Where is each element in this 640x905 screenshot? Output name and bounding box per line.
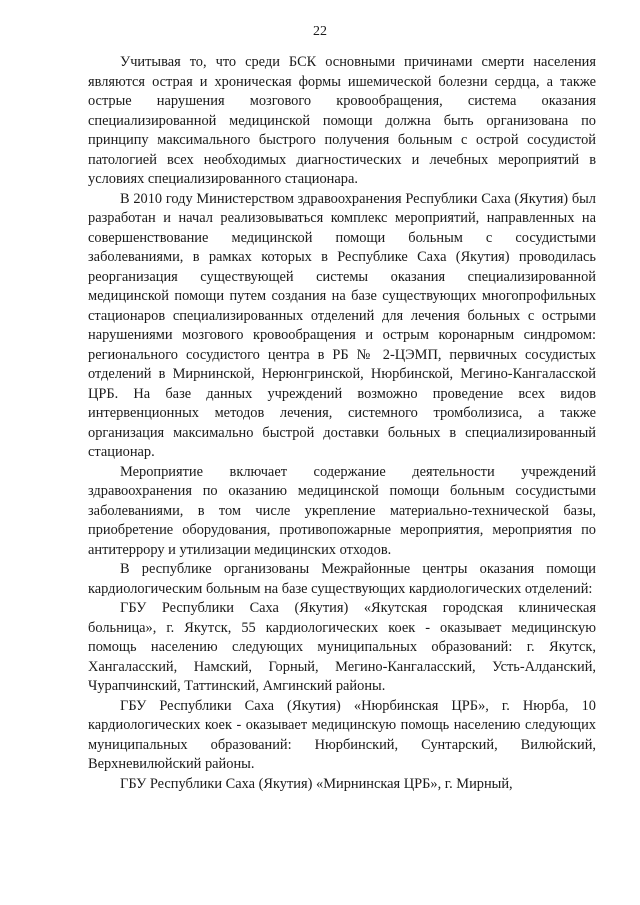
paragraph-bsk-mortality: Учитывая то, что среди БСК основными причинами смерти населения являются острая и хроническая формы ишемической болезни сердца, а также острые нарушения мозгового кровообращения, система оказания специализированной медицинской помощи должна быть организована по принципу максимального быстрого получения больным с острой сосудистой патологией всех необходимых диагностических и лечебных мероприятий в условиях специализированного стационара.: [88, 54, 596, 187]
page-number: 22: [313, 24, 327, 39]
paragraph-nyurba-crb: ГБУ Республики Саха (Якутия) «Нюрбинская ЦРБ», г. Нюрба, 10 кардиологических коек - оказывает медицинскую помощь населению следующих муниципальных образований: Нюрбинский, Сунтарский, Вилюйский, Верхневилюйский районы.: [88, 697, 596, 772]
paragraph-ministry-2010: В 2010 году Министерством здравоохранения Республики Саха (Якутия) был разработан и начал реализовываться комплекс мероприятий, направленных на совершенствование медицинской помощи больным с сосудистыми заболеваниями, в рамках которых в Республике Саха (Якутия) проводилась реорганизация существующей системы оказания специализированной медицинской помощи путем создания на базе существующих многопрофильных стационаров специализированных отделений для лечения больных с острыми нарушениями мозгового кровообращения и острым коронарным синдромом: регионального сосудистого центра в РБ № 2-ЦЭМП, первичных сосудистых отделений в Мирнинской, Нерюнгринской, Нюрбинской, Мегино-Кангаласской ЦРБ. На базе данных учреждений возможно проведение всех видов интервенционных методов лечения, системного тромболизиса, а также организация максимально быстрой доставки больных в специализированный стационар.: [88, 190, 596, 460]
document-body: [88, 53, 596, 794]
paragraph-yakutsk-hospital: ГБУ Республики Саха (Якутия) «Якутская городская клиническая больница», г. Якутск, 55 кардиологических коек - оказывает медицинскую помощь населению следующих муниципальных образований: г. Якутск, Хангаласский, Намский, Горный, Мегино-Кангаласский, Усть-Алданский, Чурапчинский, Таттинский, Амгинский районы.: [88, 600, 596, 694]
paragraph-mirny-crb: ГБУ Республики Саха (Якутия) «Мирнинская ЦРБ», г. Мирный,: [120, 775, 513, 792]
paragraph-measure-content: Мероприятие включает содержание деятельности учреждений здравоохранения по оказанию медицинской помощи больным сосудистыми заболеваниями, в том числе укрепление материально-технической базы, приобретение оборудования, противопожарные мероприятия, мероприятия по антитеррору и утилизации медицинских отходов.: [88, 463, 596, 558]
paragraph-interdistrict-centers: В республике организованы Межрайонные центры оказания помощи кардиологическим больным на базе существующих кардиологических отделений:: [88, 561, 596, 597]
